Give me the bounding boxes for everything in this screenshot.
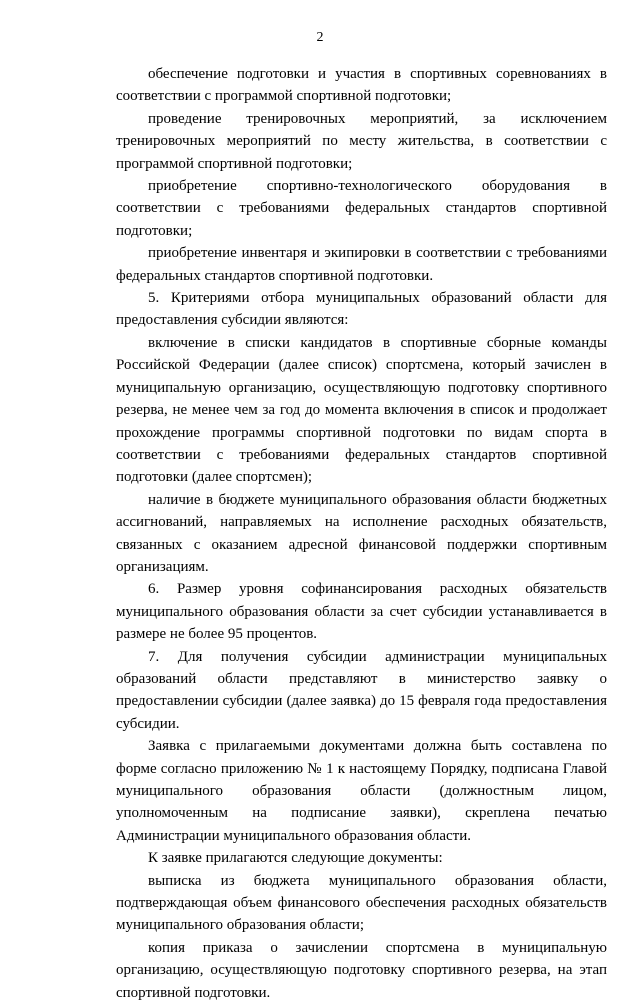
paragraph-candidate-lists: включение в списки кандидатов в спортивные сборные команды Российской Федерации (далее список) спортсмена, который зачислен в муниципальную организацию, осуществляющую подготовку спортивного резерва, не менее чем за год до момента включения в список и продолжает прохождение программы спортивной подготовки по видам спорта в соответствии с требованиями федеральных стандартов спортивной подготовки (далее спортсмен); [116,334,607,486]
paragraph-section-7-application: 7. Для получения субсидии администрации муниципальных образований области представляют в министерство заявку о предоставлении субсидии (далее заявка) до 15 февраля года предоставления субсидии. [116,648,607,732]
paragraph-budget-allocations: наличие в бюджете муниципального образования области бюджетных ассигнований, направляемых на исполнение расходных обязательств, связанных с оказанием адресной финансовой поддержки спортивным организациям. [116,491,607,575]
paragraph-enrollment-order: копия приказа о зачислении спортсмена в муниципальную организацию, осуществляющую подготовку спортивного резерва, на этап спортивной подготовки. [116,939,607,1001]
paragraph-inventory-purchase: приобретение инвентаря и экипировки в соответствии с требованиями федеральных стандартов спортивной подготовки. [116,245,607,284]
paragraph-application-form: Заявка с прилагаемыми документами должна быть составлена по форме согласно приложению № 1 к настоящему Порядку, подписана Главой муниципального образования области (должностным лицом, уполномоченным на подписание заявки), скреплена печатью Администрации муниципального образования области. [116,738,607,844]
paragraph-training-events: проведение тренировочных мероприятий, за исключением тренировочных мероприятий по месту жительства, в соответствии с программой спортивной подготовки; [116,110,607,172]
paragraph-budget-extract: выписка из бюджета муниципального образования области, подтверждающая объем финансового обеспечения расходных обязательств муниципального образования области; [116,872,607,934]
page-number: 2 [316,30,324,45]
paragraph-competitions: обеспечение подготовки и участия в спортивных соревнованиях в соответствии с программой спортивной подготовки; [116,66,607,105]
document-body [116,63,607,1004]
paragraph-section-5-criteria: 5. Критериями отбора муниципальных образований области для предоставления субсидии являются: [116,290,607,329]
paragraph-attached-documents: К заявке прилагаются следующие документы: [148,850,443,867]
paragraph-equipment-purchase: приобретение спортивно-технологического оборудования в соответствии с требованиями федеральных стандартов спортивной подготовки; [116,178,607,239]
paragraph-section-6-cofinancing: 6. Размер уровня софинансирования расходных обязательств муниципального образования области за счет субсидии устанавливается в размере не более 95 процентов. [116,581,607,643]
